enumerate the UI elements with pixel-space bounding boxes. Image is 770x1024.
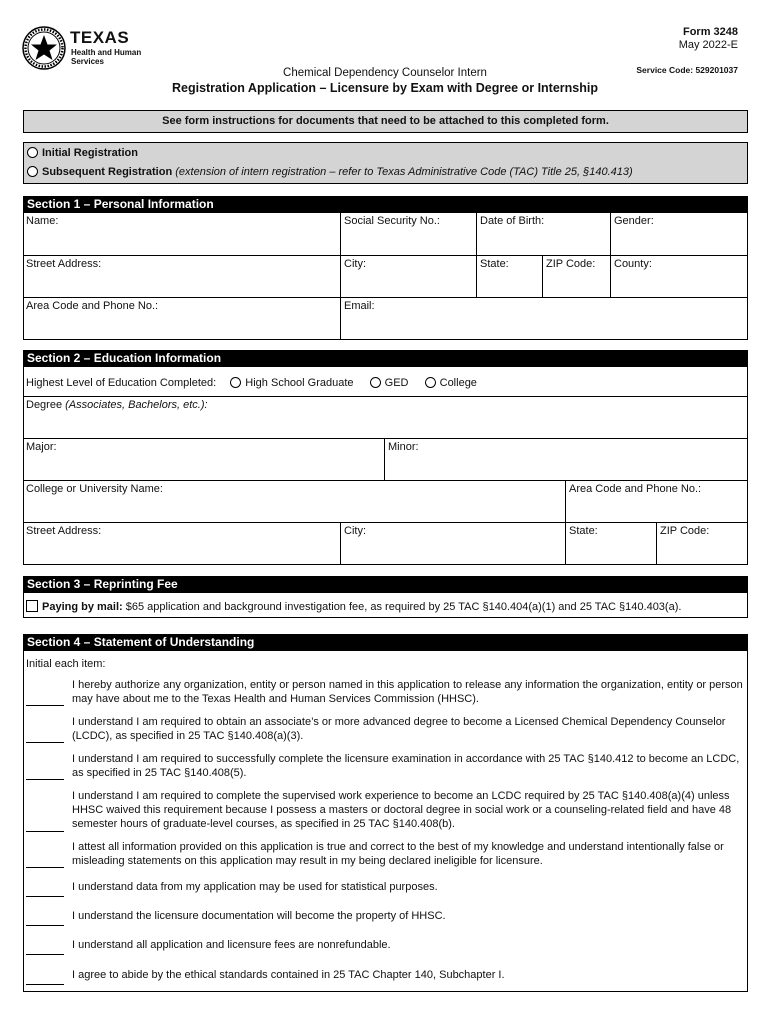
statement-item: I agree to abide by the ethical standards contained in 25 TAC Chapter 140, Subchapter I. xyxy=(72,969,505,981)
initials-line[interactable] xyxy=(26,984,64,985)
form-title: Registration Application – Licensure by Exam with Degree or Internship xyxy=(171,81,598,95)
college-city-field[interactable]: City: xyxy=(344,525,366,537)
degree-note: (Associates, Bachelors, etc.): xyxy=(65,399,208,411)
statement-item: I understand I am required to complete the supervised work experience to become an LCDC required by 25 TAC §140.408(a)(4) unless HHSC waived this requirement because I possess a masters or doctoral degree in social work or a counseling-related field and have 48 semester hours of graduate-level courses, as specified in 25 TAC §140.408(b). xyxy=(72,790,732,830)
subsequent-registration-radio[interactable] xyxy=(27,166,38,177)
subsequent-registration-note: (extension of intern registration – refer to Texas Administrative Code (TAC) Title 25, §140.413) xyxy=(175,166,633,178)
city-field[interactable]: City: xyxy=(344,258,366,270)
statement-item: I understand the licensure documentation will become the property of HHSC. xyxy=(72,910,446,922)
college-radio[interactable] xyxy=(425,377,436,388)
college-phone-field[interactable]: Area Code and Phone No.: xyxy=(569,483,702,495)
paying-by-mail-checkbox[interactable] xyxy=(26,600,38,612)
initials-line[interactable] xyxy=(26,954,64,955)
dob-field[interactable]: Date of Birth: xyxy=(480,215,545,227)
ged-radio[interactable] xyxy=(370,377,381,388)
initial-each-item-label: Initial each item: xyxy=(26,658,106,670)
street-address-field[interactable]: Street Address: xyxy=(26,258,102,270)
initial-registration-label: Initial Registration xyxy=(42,147,138,159)
college-street-field[interactable]: Street Address: xyxy=(26,525,102,537)
form-number: Form 3248 xyxy=(682,26,738,38)
statement-item: I understand all application and licensure fees are nonrefundable. xyxy=(72,939,391,951)
state-field[interactable]: State: xyxy=(480,258,509,270)
subsequent-registration-option[interactable] xyxy=(27,166,633,178)
statement-item: I understand I am required to obtain an associate’s or more advanced degree to become a Licensed Chemical Dependency Counselor (LCDC), as specified in 25 TAC §140.408(a)(3). xyxy=(72,716,726,742)
college-label: College xyxy=(439,377,477,389)
paying-by-mail-option[interactable] xyxy=(26,600,681,613)
org-name-hhs-line2: Services xyxy=(71,57,104,66)
initials-line[interactable] xyxy=(26,742,64,743)
ged-label: GED xyxy=(384,377,409,389)
college-zip-field[interactable]: ZIP Code: xyxy=(660,525,710,537)
degree-field[interactable] xyxy=(26,399,208,411)
initials-line[interactable] xyxy=(26,925,64,926)
minor-field[interactable]: Minor: xyxy=(388,441,419,453)
initials-line[interactable] xyxy=(26,867,64,868)
ssn-field[interactable]: Social Security No.: xyxy=(344,215,440,227)
statement-item: I understand data from my application may be used for statistical purposes. xyxy=(72,881,438,893)
email-field[interactable]: Email: xyxy=(344,300,375,312)
name-field[interactable]: Name: xyxy=(26,215,59,227)
section-4-header: Section 4 – Statement of Understanding xyxy=(23,634,748,650)
initials-line[interactable] xyxy=(26,831,64,832)
subsequent-registration-label: Subsequent Registration xyxy=(42,166,173,178)
education-level-label: Highest Level of Education Completed: xyxy=(26,377,217,389)
form-date: May 2022-E xyxy=(678,39,738,51)
opt-ged[interactable] xyxy=(370,377,409,389)
texas-seal-logo xyxy=(22,26,66,70)
initial-registration-radio[interactable] xyxy=(27,147,38,158)
initials-line[interactable] xyxy=(26,779,64,780)
section-1-header: Section 1 – Personal Information xyxy=(23,196,748,212)
form-subtitle: Chemical Dependency Counselor Intern xyxy=(283,67,487,79)
opt-college[interactable] xyxy=(425,377,477,389)
section-2-header: Section 2 – Education Information xyxy=(23,350,748,366)
paying-by-mail-text: $65 application and background investigation fee, as required by 25 TAC §140.404(a)(1) and 25 TAC §140.403(a). xyxy=(125,601,682,613)
college-state-field[interactable]: State: xyxy=(569,525,598,537)
section-1-grid xyxy=(23,212,748,340)
initials-line[interactable] xyxy=(26,896,64,897)
education-level-row xyxy=(26,377,477,389)
college-name-field[interactable]: College or University Name: xyxy=(26,483,163,495)
statement-item: I hereby authorize any organization, entity or person named in this application to release any information the organization, entity or person may have about me to the Texas Health and Human Services Commission (HHSC). xyxy=(72,679,743,705)
county-field[interactable]: County: xyxy=(614,258,652,270)
gender-field[interactable]: Gender: xyxy=(614,215,654,227)
degree-label: Degree xyxy=(26,399,63,411)
instructions-banner xyxy=(23,110,748,133)
section-3-header: Section 3 – Reprinting Fee xyxy=(23,576,748,592)
statement-item: I understand I am required to successfully complete the licensure examination in accordance with 25 TAC §140.412 to become an LCDC, as specified in 25 TAC §140.408(5). xyxy=(72,753,740,779)
high-school-label: High School Graduate xyxy=(245,377,354,389)
high-school-radio[interactable] xyxy=(230,377,241,388)
instructions-text: See form instructions for documents that need to be attached to this completed form. xyxy=(162,115,609,127)
paying-by-mail-label: Paying by mail: xyxy=(42,601,123,613)
initials-line[interactable] xyxy=(26,705,64,706)
major-field[interactable]: Major: xyxy=(26,441,57,453)
org-name-texas: TEXAS xyxy=(70,28,130,47)
org-name-hhs-line1: Health and Human xyxy=(71,48,142,57)
opt-high-school[interactable] xyxy=(230,377,353,389)
statement-item: I attest all information provided on this application is true and correct to the best of my knowledge and understand intentionally false or misleading statements on this application may result in my being declared ineligible for licensure. xyxy=(72,841,724,867)
initial-registration-option[interactable] xyxy=(27,147,138,159)
phone-field[interactable]: Area Code and Phone No.: xyxy=(26,300,159,312)
zip-code-field[interactable]: ZIP Code: xyxy=(546,258,596,270)
service-code: Service Code: 529201037 xyxy=(636,65,738,75)
